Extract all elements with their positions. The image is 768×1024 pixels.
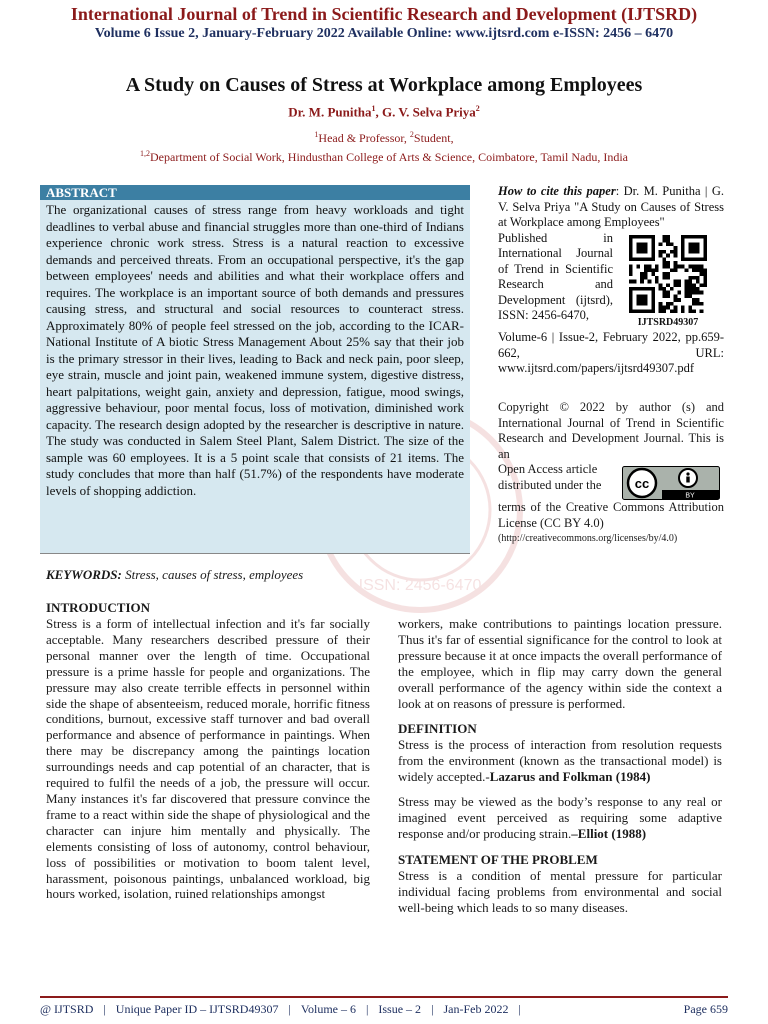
affil-sup-b: 2 <box>409 130 414 139</box>
footer-sep-4: | <box>431 1002 434 1016</box>
footer-date: Jan-Feb 2022 <box>443 1002 509 1016</box>
footer-page: Page 659 <box>683 1002 728 1016</box>
footer-sep-5: | <box>518 1002 521 1016</box>
footer-left: @ IJTSRD <box>40 1002 94 1016</box>
affil-role-b: Student, <box>413 131 454 145</box>
affil-role-a: Head & Professor, <box>318 131 410 145</box>
copyright-box <box>498 400 724 547</box>
footer-sep-2: | <box>288 1002 291 1016</box>
intro-text: Stress is a form of intellectual infection and it's far socially acceptable. Many researchers described pressure of their personal manner over the length of time. Occupational pressure is a prime hassle for people and organizations. The pressure may also create terrible effects in personnel within side the shape of absenteeism, reduced morale, horrific fitness conditions, burnout, excessive staff turnover and bad overall performance and absence of performance in paintings. When there may be discrepancy among the paintings location surroundings needs and cap potential of an character, that is required to fulfil the needs of a job, the pressure will occur. Many instances it's far discovered that pressure convince the frame to a react within side the shape of physiological and the character can injure him mentally and physically. The elements consisting of loss of autonomy, control behaviour, loss of possibilities or motivation to boom talent level, harassment, poisonous paintings, unbalanced workload, big hours worked, isolation, ruined relationships amongst <box>46 616 370 902</box>
footer <box>40 1002 728 1017</box>
footer-sep-1: | <box>103 1002 106 1016</box>
copyright-top: Copyright © 2022 by author (s) and International Journal of Trend in Scientific Research and Development Journal. This is an <box>498 400 724 461</box>
author-1-sup: 1 <box>371 104 376 113</box>
footer-paper-id: Unique Paper ID – IJTSRD49307 <box>115 1002 279 1016</box>
citation-lead <box>498 184 724 231</box>
cc-by-text: BY <box>685 492 695 500</box>
definition-p1-cite: Lazarus and Folkman (1984) <box>489 769 651 785</box>
definition-heading: DEFINITION <box>398 721 477 737</box>
qr-code-icon[interactable] <box>625 235 711 313</box>
definition-p1 <box>398 737 722 785</box>
citation-volume: Volume-6 | Issue-2, February 2022, pp.659-662, URL: www.ijtsrd.com/papers/ijtsrd49307.pdf <box>498 330 724 375</box>
authors <box>0 104 768 120</box>
affiliation-department <box>0 149 768 165</box>
definition-p2-cite: –Elliot (1988) <box>571 825 647 841</box>
footer-sep-3: | <box>365 1002 369 1016</box>
definition-p2 <box>398 794 722 842</box>
right-column <box>398 616 722 916</box>
keywords-text: Stress, causes of stress, employees <box>121 567 304 582</box>
left-column <box>46 600 370 902</box>
qr-label: IJTSRD49307 <box>637 316 699 328</box>
watermark-text: ISSN: 2456-6470 <box>358 577 482 594</box>
definition-p2-text: Stress may be viewed as the body’s response to any real or imagined event perceived as requiring some adaptive response and/or producing strain. <box>398 794 722 841</box>
copyright-url[interactable]: (http://creativecommons.org/licenses/by/4.0) <box>498 533 678 544</box>
cc-by-license-icon[interactable] <box>622 466 720 500</box>
problem-text: Stress is a condition of mental pressure for particular individual facing problems from environmental and social well-being which leads to so many diseases. <box>398 867 722 915</box>
journal-title: International Journal of Trend in Scientific Research and Development (IJTSRD) <box>70 4 698 24</box>
intro-continued: workers, make contributions to paintings location pressure. Thus it's far of essential significance for the control to look at pressure because it at once impacts the overall performance of the employee, which in flip may carry down the general overall performance of the agency within side the context a look at on reasons of pressure is performed. <box>398 616 722 711</box>
citation-lead-text: : Dr. M. Punitha | G. V. Selva Priya "A Study on Causes of Stress at Workplace among Employees" <box>498 184 724 229</box>
copyright-terms: terms of the Creative Commons Attribution License (CC BY 4.0) <box>498 500 724 530</box>
citation-box <box>498 184 724 377</box>
affiliation-roles <box>0 130 768 146</box>
keywords <box>46 567 466 583</box>
author-2: G. V. Selva Priya <box>382 104 476 120</box>
affil-dept-sup: 1,2 <box>140 149 150 158</box>
affil-dept: Department of Social Work, Hindusthan College of Arts & Science, Coimbatore, Tamil Nadu, India <box>150 150 628 164</box>
intro-heading: INTRODUCTION <box>46 600 151 615</box>
citation-published: Published in International Journal of Trend in Scientific Research and Development (ijtsrd), ISSN: 2456-6470, <box>498 230 613 322</box>
citation-label: How to cite this paper <box>498 184 616 198</box>
abstract-heading: ABSTRACT <box>40 185 470 200</box>
definition-p1-text: Stress is the process of interaction from resolution requests from the environment (known as the transactional model) is widely accepted.- <box>398 737 722 785</box>
footer-issue: Issue – 2 <box>378 1002 422 1016</box>
paper-title: A Study on Causes of Stress at Workplace among Employees <box>125 74 643 96</box>
journal-meta: Volume 6 Issue 2, January-February 2022 Available Online: www.ijtsrd.com e-ISSN: 2456 – 6470 <box>94 26 674 41</box>
keywords-label: KEYWORDS: <box>46 567 122 582</box>
footer-rule <box>40 996 728 998</box>
affil-sup-a: 1 <box>314 130 319 139</box>
abstract-text: The organizational causes of stress range from heavy workloads and tight deadlines to verbal abuse and financial struggles more than one-third of Indians experience chronic work stress. Stress is a natural reaction to excessive demands and perceived threats. From an occupational perspective, it's the gap between employees' needs and abilities and what their workplace offers and requires. The workplace is an important source of both demands and pressures causing stress, and structural and social resources to counteract stress. Approximately 80% of people feel stressed on the job, according to the ICAR-National Institute of A biotic Stress Management About 25% say that their job is the primary stressor in their lives, leading to Back and neck pain, poor sleep, eye strain, muscle and joint pain, weakened immune system, digestive distress, heart palpitations, weight gain, anxiety and depression, fatigue, mood swings, aggressive behaviour, poor mental focus, loss of motivation, diminished work capacity. The research design adopted by the researcher is descriptive in nature. The study was conducted in Salem Steel Plant, Salem District. The size of the sample was 60 employees. It is a 5 point scale that consists of 21 items. The study concludes that more than half (51.7%) of the respondents have moderate levels of shopping addiction. <box>46 202 464 498</box>
abstract-box <box>40 185 470 554</box>
copyright-open-access: Open Access article distributed under the <box>498 462 602 492</box>
author-2-sup: 2 <box>475 104 480 113</box>
problem-heading: STATEMENT OF THE PROBLEM <box>398 851 598 867</box>
cc-text: cc <box>634 476 650 491</box>
footer-volume: Volume – 6 <box>300 1002 356 1016</box>
author-1: Dr. M. Punitha <box>288 104 372 120</box>
author-separator: , <box>375 104 383 120</box>
